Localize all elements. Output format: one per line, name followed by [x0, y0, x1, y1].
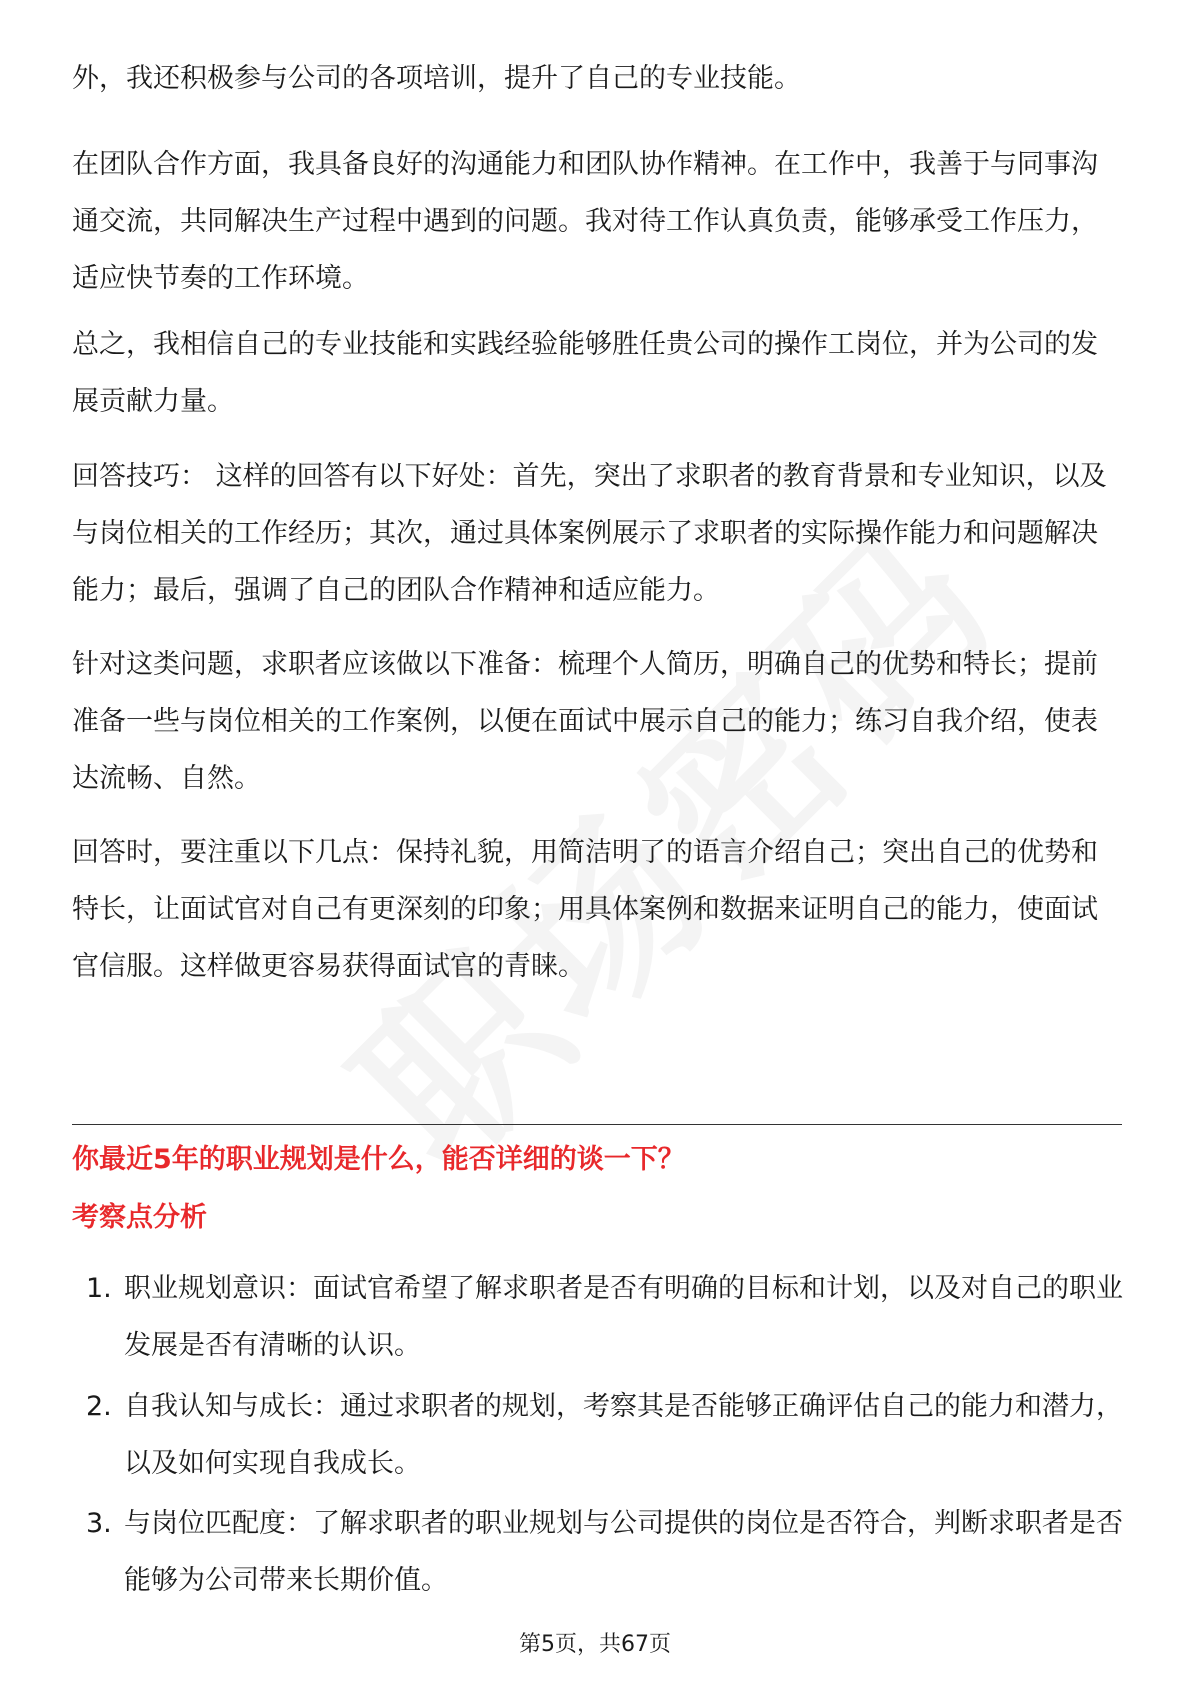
analysis-subtitle: 考察点分析: [72, 1202, 207, 1233]
list-text: 自我认知与成长：通过求职者的规划，考察其是否能够正确评估自己的能力和潜力，以及如何实现自我成长。: [124, 1391, 1123, 1479]
list-number: 1.: [86, 1273, 112, 1304]
paragraph-4: 回答技巧： 这样的回答有以下好处：首先，突出了求职者的教育背景和专业知识，以及与岗位相关的工作经历；其次，通过具体案例展示了求职者的实际操作能力和问题解决能力；最后，强调了自己的团队合作精神和适应能力。: [72, 461, 1107, 606]
paragraph-2: 在团队合作方面，我具备良好的沟通能力和团队协作精神。在工作中，我善于与同事沟通交流，共同解决生产过程中遇到的问题。我对待工作认真负责，能够承受工作压力，适应快节奏的工作环境。: [72, 149, 1098, 294]
paragraph-6: 回答时，要注重以下几点：保持礼貌，用简洁明了的语言介绍自己；突出自己的优势和特长，让面试官对自己有更深刻的印象；用具体案例和数据来证明自己的能力，使面试官信服。这样做更容易获得面试官的青睐。: [72, 837, 1098, 982]
question-title: 你最近5年的职业规划是什么，能否详细的谈一下？: [72, 1144, 685, 1175]
list-number: 3.: [86, 1508, 112, 1539]
list-text: 与岗位匹配度：了解求职者的职业规划与公司提供的岗位是否符合，判断求职者是否能够为公司带来长期价值。: [124, 1508, 1123, 1596]
list-number: 2.: [86, 1391, 112, 1422]
paragraph-3: 总之，我相信自己的专业技能和实践经验能够胜任贵公司的操作工岗位，并为公司的发展贡献力量。: [72, 329, 1098, 417]
page-number: 第5页，共67页: [519, 1632, 671, 1657]
paragraph-5: 针对这类问题，求职者应该做以下准备：梳理个人简历，明确自己的优势和特长；提前准备一些与岗位相关的工作案例，以便在面试中展示自己的能力；练习自我介绍，使表达流畅、自然。: [72, 649, 1098, 794]
paragraph-1: 外，我还积极参与公司的各项培训，提升了自己的专业技能。: [72, 63, 801, 94]
list-text: 职业规划意识：面试官希望了解求职者是否有明确的目标和计划，以及对自己的职业发展是否有清晰的认识。: [124, 1273, 1123, 1361]
section-divider: [72, 1124, 1122, 1125]
